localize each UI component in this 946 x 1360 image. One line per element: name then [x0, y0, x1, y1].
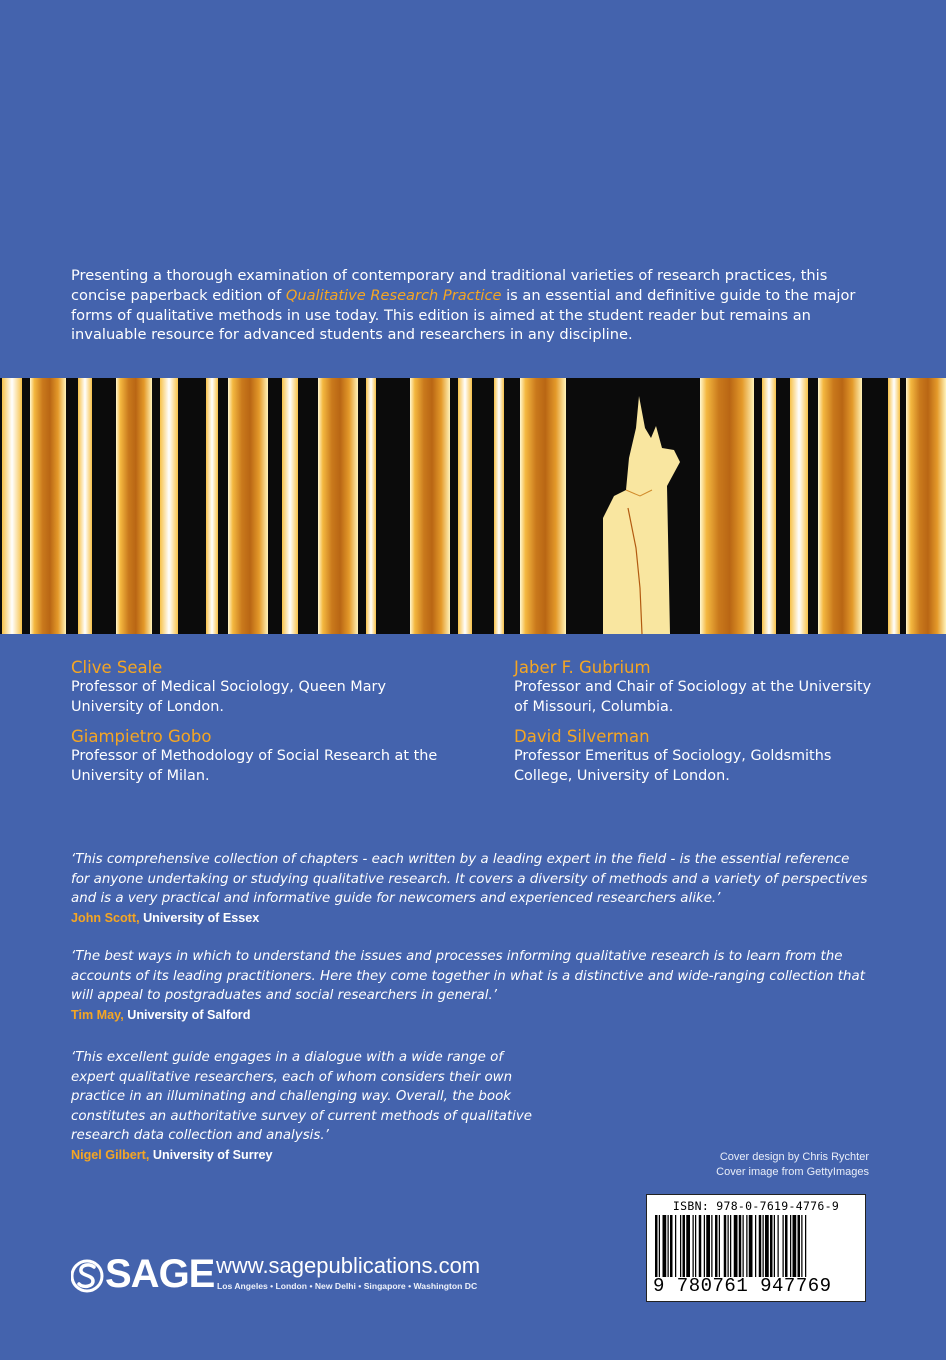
barcode-bar: [724, 1215, 727, 1277]
barcode-bar: [774, 1215, 775, 1277]
author-clive-seale: [71, 658, 461, 717]
barcode-bar: [659, 1215, 660, 1277]
author-role: Professor Emeritus of Sociology, Goldsmiths College, University of London.: [514, 748, 832, 784]
light-stripe: [762, 378, 776, 634]
author-name: David Silverman: [514, 727, 650, 746]
blurb-text-end: is an essential and definitive guide to the major forms of qualitative methods in use today. This edition is aimed at the student reader but remains an invaluable resource for advanced students and researchers in any discipline.: [71, 286, 856, 344]
author-name: Giampietro Gobo: [71, 727, 212, 746]
author-name: Jaber F. Gubrium: [514, 658, 651, 677]
author-name: Clive Seale: [71, 658, 163, 677]
light-stripe: [282, 378, 298, 634]
quote-author: Nigel Gilbert,: [71, 1147, 150, 1162]
publisher-cities: Los Angeles • London • New Delhi • Singapore • Washington DC: [217, 1281, 478, 1291]
barcode-bar: [683, 1215, 686, 1277]
light-stripe: [790, 378, 808, 634]
light-stripe: [2, 378, 22, 634]
barcode-bar: [719, 1215, 720, 1277]
quote-text: ‘The best ways in which to understand the issues and processes informing qualitative research is to learn from the accounts of its leading practitioners. Here they come together in what is a distinctive and wide-ranging collection that will appeal to postgraduates and social researchers in general.’: [71, 949, 865, 1004]
pencil-stripe: [116, 378, 152, 634]
barcode-bar: [801, 1215, 802, 1277]
blurb-book-title: Qualitative Research Practice: [285, 286, 502, 304]
barcode-bar: [693, 1215, 694, 1277]
barcode-bar: [739, 1215, 742, 1277]
barcode-bar: [770, 1215, 773, 1277]
light-stripe: [888, 378, 900, 634]
pencil-stripe: [700, 378, 754, 634]
barcode-bar: [755, 1215, 756, 1277]
author-role: Professor of Methodology of Social Research at the University of Milan.: [71, 748, 438, 784]
pencil-stripe: [228, 378, 268, 634]
ean-number: 9 780761 947769: [653, 1275, 832, 1297]
barcode-icon: [655, 1215, 859, 1277]
isbn-barcode-box: [646, 1194, 866, 1302]
cover-image-credit: Cover image from GettyImages: [716, 1165, 869, 1178]
quote-attribution: [71, 909, 871, 927]
quote-author: Tim May,: [71, 1007, 124, 1022]
barcode-bar: [734, 1215, 738, 1277]
barcode-bar: [695, 1215, 696, 1277]
light-stripe: [206, 378, 218, 634]
barcode-bar: [655, 1215, 658, 1277]
quote-attribution: [71, 1006, 871, 1024]
barcode-bar: [675, 1215, 676, 1277]
endorsement-quote: [71, 947, 871, 1024]
barcode-bar: [728, 1215, 729, 1277]
author-role: Professor and Chair of Sociology at the University of Missouri, Columbia.: [514, 679, 872, 715]
endorsement-quote: [71, 1048, 543, 1164]
barcode-bar: [778, 1215, 779, 1277]
pencil-stripe: [318, 378, 358, 634]
barcode-bar: [704, 1215, 705, 1277]
cover-image-pencils: [0, 378, 946, 634]
barcode-bar: [759, 1215, 762, 1277]
endorsement-quote: [71, 850, 871, 927]
author-jaber-gubrium: [514, 658, 874, 717]
barcode-bar: [663, 1215, 667, 1277]
barcode-bar: [763, 1215, 764, 1277]
pencil-stripe: [30, 378, 66, 634]
cover-credits: [716, 1150, 869, 1179]
publisher-url[interactable]: www.sagepublications.com: [216, 1253, 481, 1278]
quote-affiliation: University of Salford: [123, 1007, 251, 1022]
quote-author: John Scott,: [71, 910, 140, 925]
light-stripe: [366, 378, 376, 634]
author-david-silverman: [514, 727, 874, 786]
barcode-bar: [765, 1215, 769, 1277]
barcode-bar: [798, 1215, 801, 1277]
author-role: Professor of Medical Sociology, Queen Mary University of London.: [71, 679, 386, 715]
cover-design-credit: Cover design by Chris Rychter: [719, 1151, 869, 1163]
barcode-bar: [680, 1215, 681, 1277]
barcode-bar: [699, 1215, 702, 1277]
barcode-bar: [686, 1215, 690, 1277]
barcode-bar: [668, 1215, 669, 1277]
barcode-bar: [746, 1215, 747, 1277]
quote-affiliation: University of Surrey: [149, 1147, 273, 1162]
barcode-bar: [715, 1215, 718, 1277]
barcode-bar: [670, 1215, 673, 1277]
barcode-bar: [783, 1215, 784, 1277]
barcode-bar: [793, 1215, 797, 1277]
quote-affiliation: University of Essex: [139, 910, 260, 925]
barcode-bar: [805, 1215, 806, 1277]
blurb-text-start: Presenting a thorough examination of contemporary and traditional varieties of research practices, this concise paperback edition of: [71, 267, 828, 304]
publisher-logo: [71, 1252, 215, 1302]
light-stripe: [494, 378, 504, 634]
quote-text: ‘This excellent guide engages in a dialogue with a wide range of expert qualitative researchers, each of whom considers their own practice in an illuminating and challenging way. Overall, the book constitutes an authoritative survey of current methods of qualitative research data collection and analysis.’: [71, 1050, 532, 1144]
back-cover-blurb: [71, 266, 871, 345]
pencil-stripe: [410, 378, 450, 634]
light-stripe: [160, 378, 178, 634]
barcode-bar: [785, 1215, 788, 1277]
light-stripe: [458, 378, 472, 634]
isbn-label: ISBN: 978-0-7619-4776-9: [672, 1199, 840, 1213]
quote-text: ‘This comprehensive collection of chapters - each written by a leading expert in the field - is the essential reference for anyone undertaking or studying qualitative research. It covers a diversity of methods and a variety of perspectives and is a very practical and informative guide for newcomers and experienced researchers alike.’: [71, 852, 868, 907]
barcode-bar: [730, 1215, 731, 1277]
barcode-bar: [706, 1215, 710, 1277]
light-stripe: [78, 378, 92, 634]
author-giampietro-gobo: [71, 727, 461, 786]
pencil-stripe: [520, 378, 566, 634]
pencil-stripe: [818, 378, 862, 634]
barcode-bar: [711, 1215, 712, 1277]
barcode-bar: [749, 1215, 753, 1277]
barcode-bar: [743, 1215, 744, 1277]
sage-logo-icon: [71, 1254, 105, 1298]
barcode-bar: [790, 1215, 791, 1277]
pencil-stripe: [906, 378, 946, 634]
quote-attribution: [71, 1146, 543, 1164]
publisher-name: SAGE: [105, 1252, 215, 1296]
